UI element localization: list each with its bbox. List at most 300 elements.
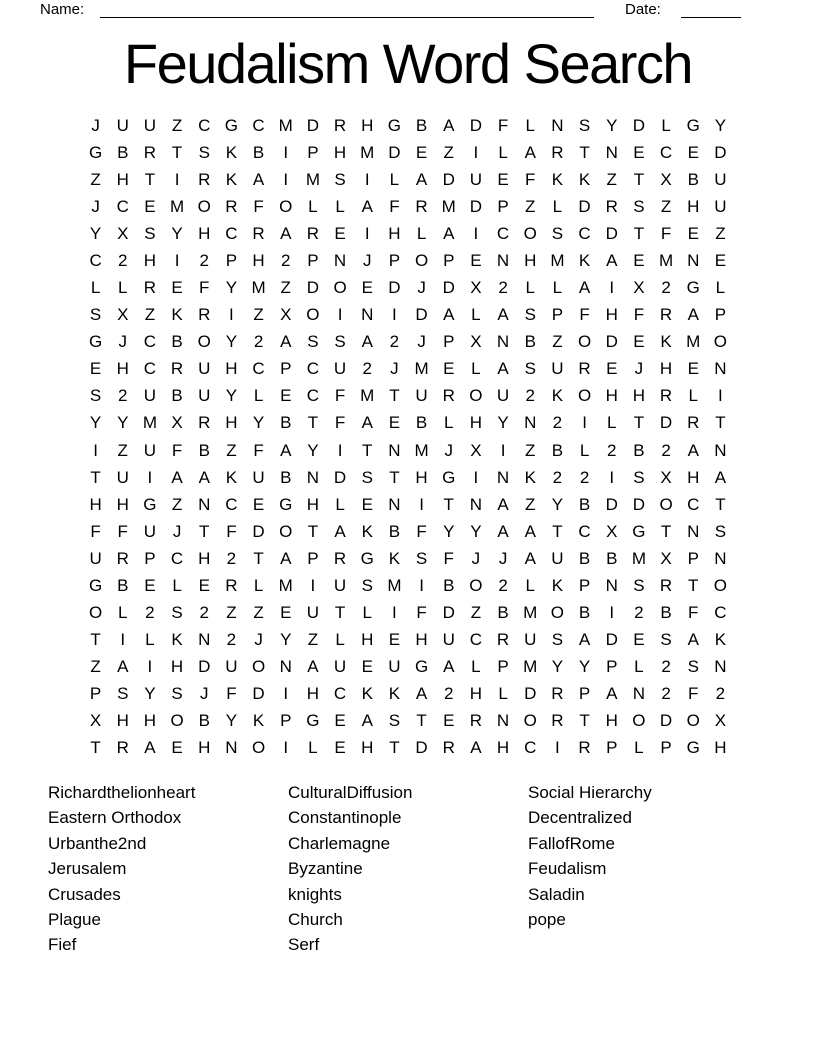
date-blank-line: [681, 17, 741, 18]
grid-cell: P: [606, 657, 618, 677]
grid-cell: K: [361, 521, 373, 541]
grid-cell: F: [633, 305, 645, 325]
grid-cell: S: [660, 630, 672, 650]
grid-cell: A: [443, 305, 455, 325]
grid-cell: 2: [226, 548, 237, 568]
grid-cell: F: [688, 684, 699, 704]
grid-cell: Z: [525, 494, 536, 514]
grid-cell: A: [307, 657, 319, 677]
grid-cell: L: [253, 575, 264, 595]
grid-cell: K: [714, 630, 727, 650]
grid-cell: T: [90, 467, 101, 487]
grid-cell: H: [415, 630, 428, 650]
grid-cell: H: [225, 413, 238, 433]
grid-cell: T: [579, 711, 590, 731]
grid-cell: H: [469, 413, 483, 433]
grid-cell: B: [415, 413, 428, 433]
grid-cell: A: [524, 142, 536, 162]
grid-cell: J: [362, 250, 372, 270]
grid-cell: I: [555, 738, 560, 758]
grid-cell: P: [660, 738, 672, 758]
grid-cell: A: [361, 413, 373, 433]
grid-cell: N: [198, 630, 211, 650]
grid-cell: L: [607, 413, 617, 433]
grid-cell: I: [609, 603, 615, 623]
grid-cell: H: [143, 250, 157, 270]
grid-cell: R: [469, 711, 483, 731]
grid-cell: M: [278, 115, 293, 135]
grid-cell: H: [605, 305, 618, 325]
grid-cell: G: [442, 467, 456, 487]
grid-cell: H: [116, 711, 129, 731]
grid-cell: D: [632, 494, 646, 514]
grid-cell: L: [552, 196, 563, 216]
grid-cell: I: [283, 738, 289, 758]
grid-cell: L: [145, 630, 155, 650]
grid-cell: A: [578, 630, 591, 650]
grid-cell: D: [659, 711, 673, 731]
grid-cell: F: [660, 223, 672, 243]
grid-cell: B: [497, 603, 509, 623]
grid-cell: B: [117, 142, 129, 162]
grid-cell: Y: [225, 278, 238, 298]
grid-cell: R: [659, 575, 673, 595]
grid-cell: T: [389, 738, 400, 758]
grid-cell: L: [308, 738, 318, 758]
grid-cell: O: [197, 332, 211, 352]
grid-cell: Z: [144, 305, 156, 325]
grid-cell: A: [198, 467, 210, 487]
grid-cell: P: [225, 250, 238, 270]
grid-cell: G: [686, 738, 700, 758]
grid-cell: T: [633, 223, 645, 243]
grid-cell: N: [714, 359, 727, 379]
grid-cell: H: [632, 386, 646, 406]
grid-cell: 2: [498, 575, 508, 595]
grid-cell: K: [225, 169, 238, 189]
grid-cell: R: [143, 278, 157, 298]
grid-cell: S: [633, 467, 645, 487]
grid-cell: T: [199, 521, 210, 541]
grid-cell: B: [415, 115, 428, 135]
grid-cell: C: [306, 386, 320, 406]
grid-cell: R: [333, 115, 347, 135]
grid-cell: S: [524, 305, 536, 325]
grid-cell: Z: [525, 196, 536, 216]
grid-cell: U: [143, 440, 157, 460]
grid-cell: J: [118, 332, 127, 352]
grid-cell: T: [443, 494, 454, 514]
grid-cell: X: [171, 413, 183, 433]
grid-cell: D: [252, 684, 265, 704]
grid-cell: M: [441, 196, 456, 216]
grid-cell: Z: [171, 115, 183, 135]
word-list-item: Constantinople: [288, 808, 402, 828]
grid-cell: D: [415, 738, 428, 758]
grid-cell: O: [523, 711, 537, 731]
word-list-column: [48, 780, 195, 958]
grid-cell: N: [388, 494, 401, 514]
grid-cell: K: [660, 332, 672, 352]
grid-cell: 2: [661, 278, 671, 298]
grid-cell: K: [551, 169, 564, 189]
grid-cell: Z: [525, 440, 536, 460]
grid-cell: L: [362, 603, 372, 623]
grid-cell: B: [388, 521, 401, 541]
grid-cell: J: [199, 684, 209, 704]
grid-cell: L: [335, 630, 345, 650]
grid-cell: O: [713, 575, 728, 595]
grid-cell: Z: [226, 603, 237, 623]
grid-cell: L: [118, 278, 128, 298]
grid-cell: P: [388, 250, 401, 270]
grid-cell: B: [578, 494, 591, 514]
grid-cell: R: [442, 738, 455, 758]
grid-cell: I: [473, 467, 479, 487]
grid-cell: M: [414, 440, 429, 460]
grid-cell: R: [116, 738, 129, 758]
grid-cell: Y: [225, 711, 238, 731]
grid-cell: R: [252, 223, 265, 243]
grid-cell: M: [360, 386, 375, 406]
grid-cell: R: [333, 548, 347, 568]
grid-cell: 2: [226, 630, 237, 650]
grid-cell: D: [442, 278, 455, 298]
grid-cell: Y: [89, 413, 102, 433]
word-list-item: Crusades: [48, 884, 121, 904]
grid-cell: T: [552, 521, 563, 541]
grid-cell: O: [333, 278, 347, 298]
grid-cell: I: [392, 305, 397, 325]
grid-cell: I: [147, 467, 153, 487]
grid-cell: T: [307, 521, 319, 541]
grid-cell: X: [117, 223, 129, 243]
grid-cell: X: [117, 305, 129, 325]
grid-cell: X: [660, 467, 672, 487]
grid-cell: H: [361, 115, 374, 135]
grid-cell: H: [469, 684, 483, 704]
grid-cell: H: [116, 494, 129, 514]
grid-cell: A: [415, 684, 428, 704]
grid-cell: N: [469, 494, 483, 514]
word-list-item: CulturalDiffusion: [288, 783, 413, 802]
grid-cell: 2: [199, 250, 209, 270]
grid-cell: 2: [145, 603, 155, 623]
grid-cell: L: [389, 169, 400, 189]
grid-cell: P: [443, 332, 455, 352]
grid-cell: H: [333, 142, 347, 162]
grid-cell: U: [714, 196, 727, 216]
grid-cell: 2: [199, 603, 209, 623]
grid-cell: O: [577, 332, 592, 352]
grid-cell: F: [226, 521, 237, 541]
grid-cell: A: [280, 440, 292, 460]
grid-cell: A: [280, 332, 292, 352]
grid-cell: 2: [118, 386, 128, 406]
grid-cell: F: [497, 115, 509, 135]
grid-cell: D: [605, 630, 618, 650]
word-list-item: Charlemagne: [288, 833, 391, 853]
grid-cell: B: [660, 603, 672, 623]
grid-cell: F: [443, 548, 454, 568]
grid-cell: J: [471, 548, 481, 568]
grid-cell: I: [473, 142, 479, 162]
grid-cell: 2: [552, 413, 563, 433]
grid-cell: I: [419, 575, 424, 595]
grid-cell: A: [361, 711, 373, 731]
grid-cell: F: [389, 196, 400, 216]
grid-cell: N: [361, 305, 374, 325]
grid-cell: S: [633, 575, 645, 595]
grid-cell: S: [334, 332, 346, 352]
grid-cell: T: [144, 169, 156, 189]
grid-cell: L: [118, 603, 128, 623]
grid-cell: Z: [253, 603, 264, 623]
grid-cell: A: [497, 305, 509, 325]
grid-cell: K: [171, 305, 183, 325]
grid-cell: L: [172, 575, 182, 595]
grid-cell: A: [334, 521, 346, 541]
grid-cell: A: [280, 548, 292, 568]
grid-cell: T: [389, 467, 400, 487]
grid-cell: Z: [117, 440, 128, 460]
grid-cell: A: [415, 169, 428, 189]
grid-cell: E: [633, 332, 645, 352]
grid-cell: A: [687, 305, 699, 325]
grid-cell: I: [718, 386, 723, 406]
grid-cell: R: [496, 630, 510, 650]
grid-cell: N: [714, 440, 727, 460]
grid-cell: Z: [253, 305, 264, 325]
grid-cell: R: [605, 196, 618, 216]
grid-cell: P: [307, 250, 319, 270]
grid-cell: B: [633, 440, 645, 460]
grid-cell: E: [687, 142, 699, 162]
grid-cell: E: [171, 278, 183, 298]
grid-cell: L: [661, 115, 671, 135]
grid-cell: X: [633, 278, 645, 298]
grid-cell: I: [310, 575, 316, 595]
grid-cell: I: [229, 305, 234, 325]
grid-cell: R: [551, 142, 564, 162]
grid-cell: G: [88, 575, 103, 595]
grid-cell: L: [471, 305, 481, 325]
grid-cell: 2: [661, 657, 671, 677]
grid-cell: G: [279, 494, 293, 514]
grid-cell: D: [469, 115, 483, 135]
grid-cell: N: [687, 521, 700, 541]
name-label: Name:: [40, 1, 85, 18]
grid-cell: N: [632, 684, 646, 704]
grid-cell: B: [171, 332, 183, 352]
grid-cell: H: [198, 223, 211, 243]
grid-cell: S: [578, 115, 591, 135]
grid-cell: C: [659, 142, 673, 162]
grid-cell: C: [252, 115, 265, 135]
grid-cell: F: [579, 305, 590, 325]
grid-cell: P: [497, 657, 509, 677]
grid-cell: H: [198, 738, 211, 758]
grid-cell: U: [306, 603, 320, 623]
grid-cell: C: [714, 603, 727, 623]
word-list-item: Urbanthe2nd: [48, 833, 147, 853]
grid-cell: I: [337, 440, 343, 460]
grid-cell: S: [687, 657, 699, 677]
grid-cell: A: [117, 657, 129, 677]
grid-cell: N: [524, 413, 537, 433]
grid-cell: M: [169, 196, 185, 216]
grid-cell: P: [280, 359, 292, 379]
grid-cell: S: [524, 359, 536, 379]
grid-cell: R: [687, 413, 700, 433]
grid-cell: Y: [171, 223, 183, 243]
grid-cell: A: [714, 467, 727, 487]
grid-cell: M: [658, 250, 674, 270]
grid-cell: C: [89, 250, 102, 270]
word-list-item: FallofRome: [528, 833, 615, 853]
grid-cell: B: [687, 169, 699, 189]
grid-cell: R: [225, 196, 238, 216]
grid-cell: P: [307, 548, 319, 568]
grid-cell: G: [414, 657, 429, 677]
grid-cell: I: [174, 250, 180, 270]
grid-cell: F: [334, 386, 346, 406]
grid-cell: H: [605, 711, 618, 731]
grid-cell: U: [415, 386, 428, 406]
grid-cell: A: [497, 494, 509, 514]
grid-cell: S: [117, 684, 129, 704]
page-title: Feudalism Word Search: [123, 32, 693, 95]
grid-cell: L: [444, 413, 454, 433]
grid-cell: E: [633, 250, 645, 270]
grid-cell: X: [470, 440, 482, 460]
grid-cell: T: [416, 711, 427, 731]
grid-cell: R: [170, 359, 184, 379]
grid-cell: R: [198, 305, 211, 325]
grid-cell: E: [280, 603, 292, 623]
grid-cell: L: [715, 278, 726, 298]
grid-cell: E: [198, 575, 210, 595]
grid-cell: D: [469, 196, 483, 216]
grid-cell: Z: [660, 196, 672, 216]
grid-cell: Z: [90, 657, 101, 677]
grid-cell: L: [308, 196, 318, 216]
grid-cell: L: [634, 738, 644, 758]
grid-cell: H: [415, 467, 428, 487]
grid-cell: D: [578, 196, 591, 216]
grid-cell: I: [283, 142, 289, 162]
grid-cell: C: [333, 684, 347, 704]
grid-cell: Y: [578, 657, 591, 677]
grid-cell: A: [687, 440, 699, 460]
grid-cell: M: [251, 278, 266, 298]
grid-cell: X: [660, 548, 672, 568]
grid-cell: D: [632, 115, 646, 135]
grid-cell: Y: [470, 521, 482, 541]
grid-cell: M: [414, 359, 429, 379]
grid-cell: Y: [497, 413, 509, 433]
grid-cell: E: [361, 494, 373, 514]
grid-cell: Y: [307, 440, 319, 460]
grid-cell: B: [524, 332, 536, 352]
grid-cell: P: [89, 684, 102, 704]
grid-cell: F: [334, 413, 346, 433]
grid-cell: Y: [252, 413, 265, 433]
grid-cell: K: [524, 467, 536, 487]
grid-cell: P: [578, 684, 591, 704]
grid-cell: E: [606, 359, 618, 379]
grid-cell: X: [89, 711, 102, 731]
grid-cell: L: [552, 278, 563, 298]
grid-cell: L: [335, 196, 345, 216]
grid-cell: S: [633, 196, 645, 216]
grid-cell: O: [686, 711, 700, 731]
grid-cell: M: [686, 332, 701, 352]
grid-cell: H: [306, 684, 320, 704]
grid-cell: L: [335, 494, 345, 514]
grid-cell: C: [252, 359, 265, 379]
grid-cell: E: [687, 359, 699, 379]
grid-cell: K: [551, 575, 564, 595]
grid-cell: A: [606, 250, 618, 270]
grid-cell: I: [582, 413, 587, 433]
grid-cell: M: [550, 250, 565, 270]
grid-cell: N: [388, 440, 401, 460]
grid-cell: C: [143, 359, 157, 379]
grid-cell: L: [498, 684, 508, 704]
grid-cell: F: [253, 440, 264, 460]
grid-cell: R: [551, 684, 564, 704]
grid-cell: M: [142, 413, 157, 433]
grid-cell: I: [147, 657, 153, 677]
grid-cell: E: [361, 657, 373, 677]
grid-cell: C: [524, 738, 537, 758]
grid-cell: R: [578, 738, 591, 758]
grid-cell: N: [605, 142, 618, 162]
grid-cell: F: [199, 278, 210, 298]
grid-cell: 2: [362, 359, 372, 379]
grid-cell: D: [333, 467, 347, 487]
grid-cell: M: [631, 548, 646, 568]
grid-cell: J: [417, 332, 426, 352]
grid-cell: I: [93, 440, 98, 460]
grid-cell: I: [609, 467, 615, 487]
grid-cell: D: [442, 603, 455, 623]
grid-cell: E: [144, 575, 156, 595]
grid-cell: I: [174, 169, 180, 189]
grid-cell: O: [550, 603, 565, 623]
grid-cell: U: [116, 467, 129, 487]
grid-cell: R: [659, 305, 673, 325]
grid-cell: C: [198, 115, 211, 135]
grid-cell: T: [90, 630, 101, 650]
word-list-column: [288, 780, 412, 958]
grid-cell: Z: [443, 142, 454, 162]
grid-cell: B: [280, 413, 292, 433]
grid-cell: E: [252, 494, 265, 514]
grid-cell: G: [686, 278, 700, 298]
grid-cell: M: [523, 603, 538, 623]
grid-cell: R: [198, 413, 211, 433]
grid-cell: L: [688, 386, 698, 406]
date-label: Date:: [625, 1, 661, 18]
name-blank-line: [100, 17, 594, 18]
grid-cell: H: [252, 250, 265, 270]
grid-cell: U: [143, 115, 157, 135]
grid-cell: O: [197, 196, 211, 216]
grid-cell: C: [687, 494, 700, 514]
grid-cell: N: [496, 250, 510, 270]
